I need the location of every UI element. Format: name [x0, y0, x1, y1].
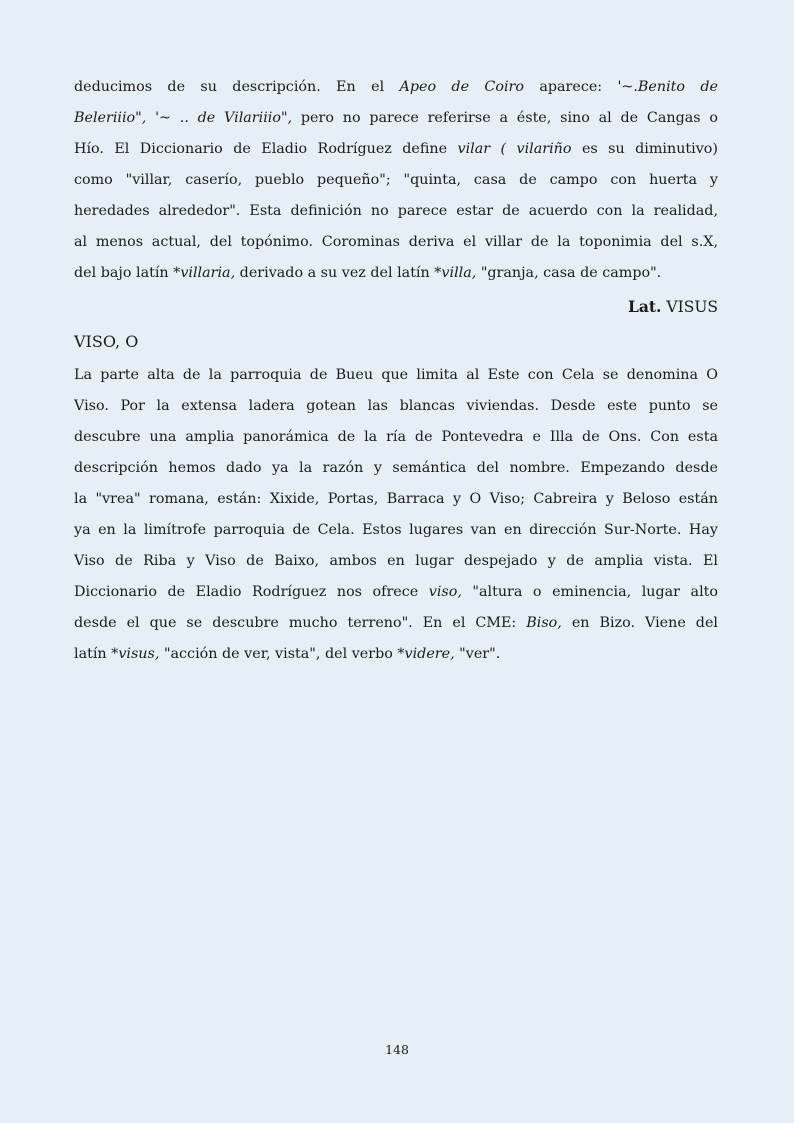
- text-run: la "vrea" romana, están: Xixide, Portas, Barraca y O Viso; Cabreira y Beloso están: [74, 491, 718, 507]
- italic-text: Benito de: [637, 79, 718, 95]
- italic-text: Biso,: [526, 615, 562, 631]
- text-run: latín: [74, 646, 112, 662]
- text-run: pero no parece referirse a éste, sino al de Cangas o: [292, 110, 718, 126]
- paragraph-2-line: [74, 391, 718, 422]
- paragraph-1-line: [74, 196, 718, 227]
- italic-text: *villaria,: [173, 265, 236, 281]
- italic-text: Apeo de Coiro: [399, 79, 524, 95]
- paragraph-2-line: [74, 546, 718, 577]
- text-run: Viso. Por la extensa ladera gotean las blancas viviendas. Desde este punto se: [74, 398, 718, 414]
- text-run: derivado a su vez del latín: [235, 265, 435, 281]
- text-run: descubre una amplia panorámica de la ría de Pontevedra e Illa de Ons. Con esta: [74, 429, 718, 445]
- paragraph-2-line: [74, 484, 718, 515]
- etymology-heading: [628, 295, 718, 319]
- text-run: Diccionario de Eladio Rodríguez nos ofrece: [74, 584, 429, 600]
- text-run: "granja, casa de campo".: [476, 265, 662, 281]
- page-number: 148: [385, 1042, 409, 1057]
- paragraph-1-line: [74, 165, 718, 196]
- text-run: deducimos de su descripción. En el: [74, 79, 400, 95]
- text-run: La parte alta de la parroquia de Bueu que limita al Este con Cela se denomina O: [74, 367, 718, 383]
- text-run: del bajo latín: [74, 265, 174, 281]
- text-run: en Bizo. Viene del: [561, 615, 718, 631]
- text-run: es su diminutivo): [571, 141, 718, 157]
- paragraph-2: [74, 360, 718, 670]
- paragraph-2-line: [74, 515, 718, 546]
- text-run: desde el que se descubre mucho terreno". En el CME:: [74, 615, 527, 631]
- italic-text: *visus,: [111, 646, 160, 662]
- paragraph-1: [74, 72, 718, 289]
- italic-text: viso,: [428, 584, 462, 600]
- paragraph-2-line: [74, 453, 718, 484]
- paragraph-1-line: [74, 134, 718, 165]
- text-run: como "villar, caserío, pueblo pequeño"; "quinta, casa de campo con huerta y: [74, 172, 718, 188]
- etymology-prefix: Lat.: [627, 297, 662, 316]
- paragraph-2-line: [74, 422, 718, 453]
- text-run: "ver".: [454, 646, 501, 662]
- paragraph-1-line: [74, 258, 718, 289]
- paragraph-2-line: [74, 360, 718, 391]
- italic-text: *villa,: [434, 265, 477, 281]
- italic-text: Beleriiio", '~ .. de Vilariiio",: [74, 110, 293, 126]
- text-run: Hío. El Diccionario de Eladio Rodríguez define: [74, 141, 458, 157]
- text-run: "acción de ver, vista", del verbo: [159, 646, 398, 662]
- text-run: heredades alrededor". Esta definición no parece estar de acuerdo con la realidad,: [74, 203, 718, 219]
- text-run: aparece: '~.: [523, 79, 638, 95]
- text-run: ya en la limítrofe parroquia de Cela. Estos lugares van en dirección Sur-Norte. Hay: [74, 522, 718, 538]
- paragraph-1-line: [74, 227, 718, 258]
- paragraph-2-line: [74, 639, 718, 670]
- paragraph-2-line: [74, 608, 718, 639]
- etymology-word: VISUS: [661, 298, 718, 316]
- text-run: al menos actual, del topónimo. Corominas deriva el villar de la toponimia del s.X,: [74, 234, 718, 250]
- paragraph-1-line: [74, 72, 718, 103]
- italic-text: *videre,: [397, 646, 455, 662]
- section-title: VISO, O: [74, 332, 139, 351]
- text-run: descripción hemos dado ya la razón y semántica del nombre. Empezando desde: [74, 460, 718, 476]
- paragraph-1-line: [74, 103, 718, 134]
- text-run: "altura o eminencia, lugar alto: [461, 584, 718, 600]
- paragraph-2-line: [74, 577, 718, 608]
- text-run: Viso de Riba y Viso de Baixo, ambos en lugar despejado y de amplia vista. El: [74, 553, 718, 569]
- italic-text: vilar ( vilariño: [457, 141, 572, 157]
